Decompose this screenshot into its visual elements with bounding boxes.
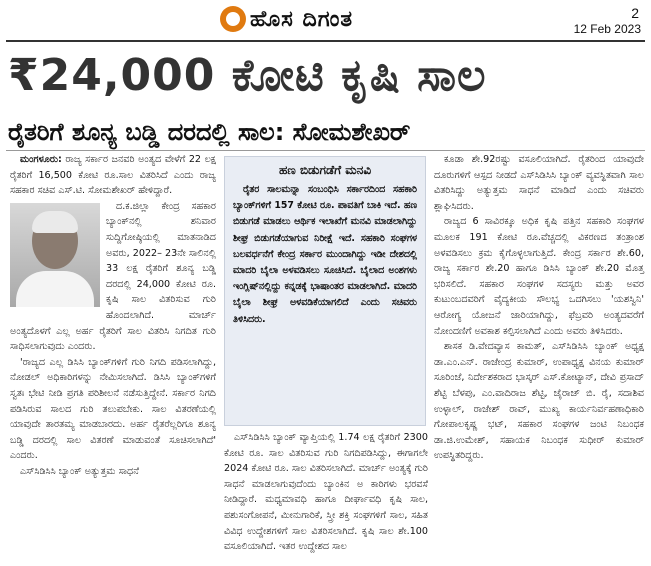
article-column-1 [10,152,216,479]
logo-emblem-icon [220,6,246,32]
article-paragraph: ದ.ಕ.ಜಿಲ್ಲಾ ಕೇಂದ್ರ ಸಹಕಾರ ಬ್ಯಾಂಕ್‌ನಲ್ಲಿ ಶನಿವಾರ ಸುದ್ದಿಗೋಷ್ಠಿಯಲ್ಲಿ ಮಾತನಾಡಿದ ಅವರು, 2022– 23ನೇ ಸಾಲಿನಲ್ಲಿ 33 ಲಕ್ಷ ರೈತರಿಗೆ ಶೂನ್ಯ ಬಡ್ಡಿ ದರದಲ್ಲಿ 24,000 ಕೋಟಿ ರೂ. ಕೃಷಿ ಸಾಲ ವಿತರಿಸುವ ಗುರಿ ಹೊಂದಲಾಗಿದೆ. ಮಾರ್ಚ್ ಅಂತ್ಯದೊಳಗೆ ಎಲ್ಲ ಅರ್ಹ ರೈತರಿಗೆ ಸಾಲ ವಿತರಿಸಿ ನಿಗದಿತ ಗುರಿ ಸಾಧಿಸಲಾಗುವುದು ಎಂದರು. [10,200,216,353]
edition-date: 12 Feb 2023 [573,22,641,36]
newspaper-logo [220,4,353,34]
article-paragraph: ಶಾಸಕ ಡಿ.ವೇದವ್ಯಾಸ ಕಾಮತ್, ಎಸ್‌ಸಿಡಿಸಿಸಿ ಬ್ಯಾಂಕ್ ಅಧ್ಯಕ್ಷ ಡಾ.ಎಂ.ಎನ್. ರಾಜೇಂದ್ರ ಕುಮಾರ್, ಉಪಾಧ್ಯಕ್ಷ ವಿನಯ ಕುಮಾರ್ ಸೂರಿಂಜೆ, ನಿರ್ದೇಶಕರಾದ ಭಾಸ್ಕರ್ ಎಸ್.ಕೋಟ್ಯಾನ್, ದೇವಿ ಪ್ರಸಾದ್ ಶೆಟ್ಟಿ ಬೆಳಪು, ಎಂ.ವಾದಿರಾಜ ಶೆಟ್ಟಿ, ಜೈರಾಜ್ ಬಿ. ರೈ, ಸದಾಶಿವ ಉಳ್ಳಾಲ್, ರಾಜೇಶ್ ರಾವ್, ಮುಖ್ಯ ಕಾರ್ಯನಿರ್ವಹಣಾಧಿಕಾರಿ ಗೋಪಾಲಕೃಷ್ಣ ಭಟ್, ಸಹಕಾರ ಸಂಘಗಳ ಜಂಟಿ ನಿಬಂಧಕ ಡಾ.ಜಿ.ಉಮೇಶ್, ಸಹಾಯಕ ನಿಬಂಧಕ ಸುಧೀರ್ ಕುಮಾರ್ ಉಪಸ್ಥಿತರಿದ್ದರು. [434,341,644,462]
logo-text: ಹೊಸ ದಿಗಂತ [250,6,354,32]
article-paragraph: ಮಂಗಳೂರು: ರಾಜ್ಯ ಸರ್ಕಾರ ಜನವರಿ ಅಂತ್ಯದ ವೇಳೆಗೆ 22 ಲಕ್ಷ ರೈತರಿಗೆ 16,500 ಕೋಟಿ ರೂ.ಸಾಲ ವಿತರಿಸಿದೆ ಎಂದು ರಾಜ್ಯ ಸಹಕಾರ ಸಚಿವ ಎಸ್.ಟಿ. ಸೋಮಶೇಖರ್ ಹೇಳಿದ್ದಾರೆ. [10,154,216,197]
sidebar-title: ಹಣ ಬಿಡುಗಡೆಗೆ ಮನವಿ [278,163,372,177]
headline: ₹24,000 ಕೋಟಿ ಕೃಷಿ ಸಾಲ [8,50,487,101]
article-column-3 [434,152,644,464]
dateline: ಮಂಗಳೂರು: [20,154,62,165]
subheadline: ರೈತರಿಗೆ ಶೂನ್ಯ ಬಡ್ಡಿ ದರದಲ್ಲಿ ಸಾಲ: ಸೋಮಶೇಖರ್ [8,118,411,146]
article-paragraph: 'ರಾಜ್ಯದ ಎಲ್ಲ ಡಿಸಿಸಿ ಬ್ಯಾಂಕ್‌ಗಳಿಗೆ ಗುರಿ ನಿಗದಿ ಪಡಿಸಲಾಗಿದ್ದು, ನೋಡಲ್ ಅಧಿಕಾರಿಗಳನ್ನು ನೇಮಿಸಲಾಗಿದೆ. ಡಿಸಿಸಿ ಬ್ಯಾಂಕ್‌ಗಳಿಗೆ ಸ್ವತಃ ಭೇಟಿ ನೀಡಿ ಪ್ರಗತಿ ಪರಿಶೀಲನೆ ನಡೆಸುತ್ತಿದ್ದೇನೆ. ಸರ್ಕಾರ ನಿಗದಿ ಪಡಿಸಿರುವ ಸಾಲದ ಗುರಿ ತಲುಪಬೇಕು. ಸಾಲ ವಿತರಣೆಯಲ್ಲಿ ಯಾವುದೇ ತಾರತಮ್ಯ ಮಾಡಬಾರದು. ಅರ್ಹ ರೈತರೆಲ್ಲರಿಗೂ ಶೂನ್ಯ ಬಡ್ಡಿ ದರದಲ್ಲಿ ಸಾಲ ವಿತರಣೆ ಮಾಡುವಂತೆ ಸೂಚಿಸಲಾಗಿದೆ' ಎಂದರು. [10,356,216,462]
article-paragraph: ಎಸ್‌ಸಿಡಿಸಿಸಿ ಬ್ಯಾಂಕ್ ವ್ಯಾಪ್ತಿಯಲ್ಲಿ 1.74 ಲಕ್ಷ ರೈತರಿಗೆ 2300 ಕೋಟಿ ರೂ. ಸಾಲ ವಿತರಿಸುವ ಗುರಿ ನಿಗದಿಪಡಿಸಿದ್ದು, ಈಗಾಗಲೇ 2024 ಕೋಟಿ ರೂ. ಸಾಲ ವಿತರಿಸಲಾಗಿದೆ. ಮಾರ್ಚ್ ಅಂತ್ಯಕ್ಕೆ ಗುರಿ ಸಾಧನೆ ಮಾಡಲಾಗುವುದೆಂದು ಬ್ಯಾಂಕಿನ ಅ ಕಾರಿಗಳು ಭರವಸೆ ನೀಡಿದ್ದಾರೆ. ಮಧ್ಯಮಾವಧಿ ಹಾಗೂ ದೀರ್ಘಾವಧಿ ಕೃಷಿ ಸಾಲ, ಪಶುಸಂಗೋಪನೆ, ಮೀನುಗಾರಿಕೆ, ಸ್ತ್ರೀ ಶಕ್ತಿ ಸಂಘಗಳಿಗೆ ಸಾಲ, ಸಹಿತ ವಿವಿಧ ಉದ್ದೇಶಗಳಿಗೆ ಸಾಲ ವಿತರಿಸಲಾಗಿದೆ. ಕೃಷಿ ಸಾಲ ಶೇ.100 ವಸೂಲಿಯಾಗಿದೆ. ಇತರ ಉದ್ದೇಶದ ಸಾಲ [224,432,428,553]
article-paragraph: ಕೂಡಾ ಶೇ.92ರಷ್ಟು ವಸೂಲಿಯಾಗಿದೆ. ರೈತರಿಂದ ಯಾವುದೇ ದೂರುಗಳಿಗೆ ಆಸ್ಪದ ನೀಡದೆ ಎಸ್‌ಸಿಡಿಸಿಸಿ ಬ್ಯಾಂಕ್ ವ್ಯವಸ್ಥಿತವಾಗಿ ಸಾಲ ವಿತರಿಸಿದ್ದು ಅತ್ಯುತ್ತಮ ಸಾಧನೆ ಮಾಡಿದೆ ಎಂದು ಸಚಿವರು ಶ್ಲಾಘಿಸಿದರು. [434,154,644,212]
headline-divider [6,150,645,151]
masthead-divider [6,40,645,42]
masthead [0,0,651,40]
page-number: 2 [631,5,639,21]
sidebar-box [224,156,426,426]
article-paragraph: ಎಸ್‌ಸಿಡಿಸಿಸಿ ಬ್ಯಾಂಕ್ ಅತ್ಯುತ್ತಮ ಸಾಧನೆ [20,465,139,477]
sidebar-body: ರೈತರ ಸಾಲಮನ್ನಾ ಸಂಬಂಧಿಸಿ ಸರ್ಕಾರದಿಂದ ಸಹಕಾರಿ ಬ್ಯಾಂಕ್‌ಗಳಿಗೆ 157 ಕೋಟಿ ರೂ. ಪಾವತಿಗೆ ಬಾಕಿ ಇದೆ. ಹಣ ಬಿಡುಗಡೆ ಮಾಡಲು ಆರ್ಥಿಕ ಇಲಾಖೆಗೆ ಮನವಿ ಮಾಡಲಾಗಿದ್ದು ಶೀಘ್ರ ಬಿಡುಗಡೆಯಾಗುವ ನಿರೀಕ್ಷೆ ಇದೆ. ಸಹಕಾರಿ ಸಂಘಗಳ ಬಲವರ್ಧನೆಗೆ ಕೇಂದ್ರ ಸರ್ಕಾರ ಮುಂದಾಗಿದ್ದು ಇಡೀ ದೇಶದಲ್ಲಿ ಮಾದರಿ ಬೈಲಾ ಅಳವಡಿಸಲು ಸೂಚಿಸಿದೆ. ಬೈಲಾದ ಅಂಶಗಳು ಇಂಗ್ಲಿಷ್‌ನಲ್ಲಿದ್ದು ಕನ್ನಡಕ್ಕೆ ಭಾಷಾಂತರ ಮಾಡಲಾಗಿದೆ. ಮಾದರಿ ಬೈಲಾ ಶೀಘ್ರ ಅಳವಡಿಕೆಯಾಗಲಿದೆ ಎಂದು ಸಚಿವರು ತಿಳಿಸಿದರು. [233,184,417,325]
minister-photo [10,203,100,307]
article-paragraph: ರಾಜ್ಯದ 6 ಸಾವಿರಕ್ಕೂ ಅಧಿಕ ಕೃಷಿ ಪತ್ತಿನ ಸಹಕಾರಿ ಸಂಘಗಳ ಮೂಲಕ 191 ಕೋಟಿ ರೂ.ವೆಚ್ಚದಲ್ಲಿ ವಿಕರಣದ ತಂತ್ರಾಂಶ ಅಳವಡಿಸಲು ಕ್ರಮ ಕೈಗೊಳ್ಳಲಾಗುತ್ತಿದೆ. ಕೇಂದ್ರ ಸರ್ಕಾರ ಶೇ.60, ರಾಜ್ಯ ಸರ್ಕಾರ ಶೇ.20 ಹಾಗೂ ಡಿಸಿಸಿ ಬ್ಯಾಂಕ್ ಶೇ.20 ಮೊತ್ತ ಭರಿಸಲಿದೆ. ಸಹಕಾರ ಸಂಘಗಳ ಸದಸ್ಯರು ಮತ್ತು ಅವರ ಕುಟುಂಬದವರಿಗೆ ವೈದ್ಯಕೀಯ ಸೌಲಭ್ಯ ಒದಗಿಸಲು 'ಯಶಸ್ವಿನಿ' ಆರೋಗ್ಯ ಯೋಜನೆ ಜಾರಿಯಾಗಿದ್ದು, ಫೆಬ್ರವರಿ ಅಂತ್ಯದವರೆಗೆ ನೋಂದಣಿಗೆ ಅವಕಾಶ ಕಲ್ಪಿಸಲಾಗಿದೆ ಎಂದು ಅವರು ತಿಳಿಸಿದರು. [434,216,644,337]
article-column-2 [224,430,428,555]
